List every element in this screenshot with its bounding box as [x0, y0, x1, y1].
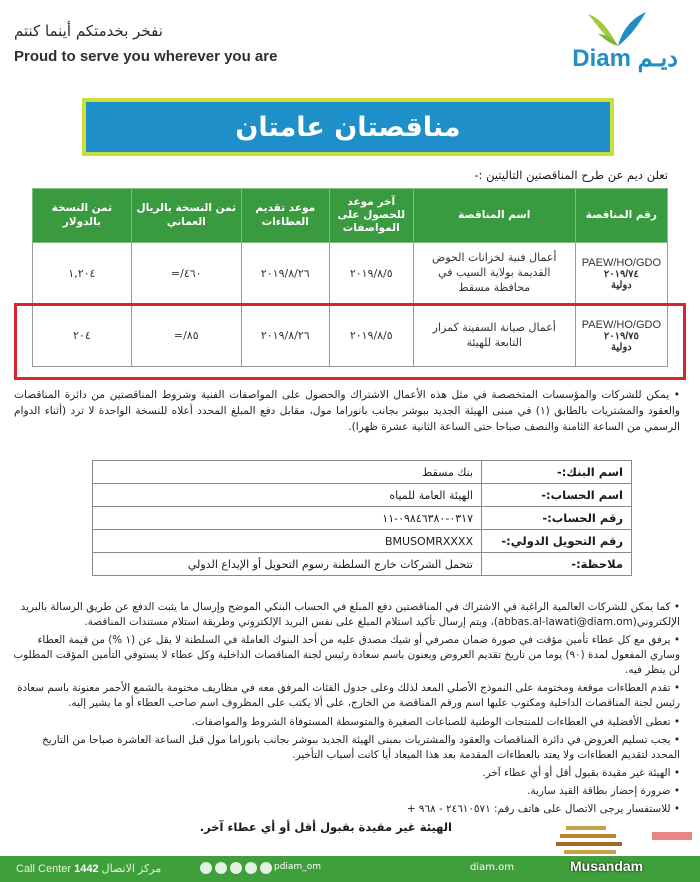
tender-name: أعمال صيانة السفينة كمزار التابعة للهيئة — [413, 305, 575, 367]
list-item: • ضرورة إحضار بطاقة القيد سارية. — [527, 784, 680, 797]
call-center: Call Center 1442 مركز الاتصال — [16, 863, 162, 875]
table-header-row — [33, 189, 668, 243]
social-handle: pdiam_om — [274, 862, 321, 872]
intro-text: تعلن ديم عن طرح المناقصتين التاليتين :- — [474, 168, 668, 182]
slogan-arabic: نفخر بخدمتكم أينما كنتم — [14, 22, 163, 40]
social-icons — [200, 862, 272, 874]
butterfly-icon — [548, 8, 678, 48]
bank-details-table — [92, 460, 632, 576]
col-header-price-usd: ثمن النسخة بالدولار — [33, 189, 132, 243]
page-title: مناقصتان عامتان — [235, 111, 461, 143]
bank-value: ٠٣١٧-٠٩٨٤٦٣٨٠-١١ — [93, 507, 482, 530]
tender-price-usd: ١,٢٠٤ — [33, 243, 132, 305]
col-header-spec-deadline: آخر موعد للحصول على المواصفات — [329, 189, 413, 243]
tender-spec-deadline: ٢٠١٩/٨/٥ — [329, 243, 413, 305]
tender-name: أعمال فنية لخزانات الحوض القديمة بولاية السيب في محافظة مسقط — [413, 243, 575, 305]
logo-wordmark — [572, 44, 678, 73]
tender-number: PAEW/HO/GDO ٢٠١٩/٧٤ دولية — [575, 243, 667, 305]
list-item: • يرفق مع كل عطاء تأمين مؤقت في صورة ضمان مصرفي أو شيك مصدق عليه من أحد البنوك العاملة في السلطنة لا يقل عن (١ %) من قيمة العطاء وساري المفعول لمدة (٩٠) يوما من تاريخ تقديم العروض ويعنون باسم سعادة رئيس لجنة المناقصات الداخلية وكل عطاء لا يستوفي التأمين المؤقت المطلوب لن ينظر فيه. — [13, 634, 680, 677]
website-url: diam.om — [470, 862, 515, 873]
tender-spec-deadline: ٢٠١٩/٨/٥ — [329, 305, 413, 367]
table-row — [93, 553, 632, 576]
list-item: • تقدم العطاءات موقعة ومختومة على النموذج الأصلي المعد لذلك وعلى جدول الفئات المرفق معه في مظاريف مختومة بالشمع الأحمر معنونة باسم سعادة رئيس لجنة المناقصات الداخلية ومكتوب عليها اسم ورقم المناقصة من الخارج، على ألا يكتب على المظروف اسم صاحب العطاء أو ما يشير إليه. — [17, 682, 680, 710]
youtube-icon — [245, 862, 257, 874]
header — [0, 0, 700, 90]
table-row — [93, 461, 632, 484]
list-item: • كما يمكن للشركات العالمية الراغبة في الاشتراك في المناقصتين دفع المبلغ في الحساب البنكي الموضح وإرسال ما يثبت الدفع عن طريق الرسالة بالبريد الإلكتروني(abbas.al-lawati@diam.om)، ويتم إرسال تأكيد استلام المبلغ على نفس البريد الإلكتروني وطريقة استلام مستندات المناقصة. — [20, 601, 680, 629]
highlight-box — [14, 303, 686, 380]
participation-paragraph: • يمكن للشركات والمؤسسات المتخصصة في مثل هذه الأعمال الاشتراك والحصول على المواصفات الفنية وشروط المناقصتين من دائرة المناقصات والعقود والمشتريات بالطابق (١) في مبنى الهيئة الجديد ببوشر بجانب بانوراما مول، مقابل دفع المبلغ المحدد أعلاه للنسخة الواحدة لا ترد (أثناء الدوام الرسمي من الساعة الثامنة والنصف صباحا حتى الساعة الثانية عشرة ظهرا). — [14, 389, 680, 433]
watermark-text: Musandam — [570, 858, 644, 874]
conditions-list — [12, 600, 680, 820]
list-item: • يجب تسليم العروض في دائرة المناقصات والعقود والمشتريات بمبنى الهيئة الجديد ببوشر بجانب بانوراما مول قبل الساعة العاشرة صباحا من التاريخ المحدد لتقديم العطاءات ولا يعتد بالعطاءات المقدمة بعد هذا الميعاد أيا كانت أسباب التأخير. — [42, 733, 680, 761]
col-header-submission: موعد تقديم العطاءات — [241, 189, 329, 243]
twitter-icon — [215, 862, 227, 874]
bank-value: BMUSOMRXXXX — [93, 530, 482, 553]
tender-number: PAEW/HO/GDO ٢٠١٩/٧٥ دولية — [575, 305, 667, 367]
col-header-name: اسم المناقصة — [413, 189, 575, 243]
tender-price-omr: ٤٦٠/= — [131, 243, 241, 305]
list-item: • للاستفسار يرجى الاتصال على هاتف رقم: ٢٤٦١٠٥٧١ - ٩٦٨ + — [406, 802, 680, 815]
bank-value: الهيئة العامة للمياه — [93, 484, 482, 507]
table-row — [93, 484, 632, 507]
list-item: • الهيئة غير مقيدة بقبول أقل أو أي عطاء آخر. — [482, 766, 680, 779]
closing-statement: الهيئة غير مقيدة بقبول أقل أو أي عطاء آخر. — [199, 820, 452, 834]
slogan-english: Proud to serve you wherever you are — [14, 48, 278, 65]
bank-key: رقم التحويل الدولي:- — [482, 530, 632, 553]
table-row — [93, 507, 632, 530]
col-header-number: رقم المناقصة — [575, 189, 667, 243]
bank-key: ملاحظة:- — [482, 553, 632, 576]
col-header-price-omr: ثمن النسخة بالريال العماني — [131, 189, 241, 243]
tender-price-omr: ٨٥/= — [131, 305, 241, 367]
bank-key: رقم الحساب:- — [482, 507, 632, 530]
instagram-icon — [230, 862, 242, 874]
bank-value: تتحمل الشركات خارج السلطنة رسوم التحويل أو الإيداع الدولي — [93, 553, 482, 576]
logo-arabic: ديـم — [637, 45, 678, 72]
snapchat-icon — [260, 862, 272, 874]
tender-submission: ٢٠١٩/٨/٢٦ — [241, 305, 329, 367]
facebook-icon — [200, 862, 212, 874]
bank-key: اسم الحساب:- — [482, 484, 632, 507]
page-title-banner — [82, 98, 614, 156]
bank-key: اسم البنك:- — [482, 461, 632, 484]
diam-logo — [548, 8, 678, 86]
logo-english: Diam — [572, 45, 631, 72]
table-row — [33, 243, 668, 305]
tender-price-usd: ٢٠٤ — [33, 305, 132, 367]
list-item: • تعطى الأفضلية في العطاءات للمنتجات الوطنية للصناعات الصغيرة والمتوسطة المستوفاة الشروط والمواصفات. — [191, 715, 680, 728]
bank-value: بنك مسقط — [93, 461, 482, 484]
tender-submission: ٢٠١٩/٨/٢٦ — [241, 243, 329, 305]
table-row — [93, 530, 632, 553]
